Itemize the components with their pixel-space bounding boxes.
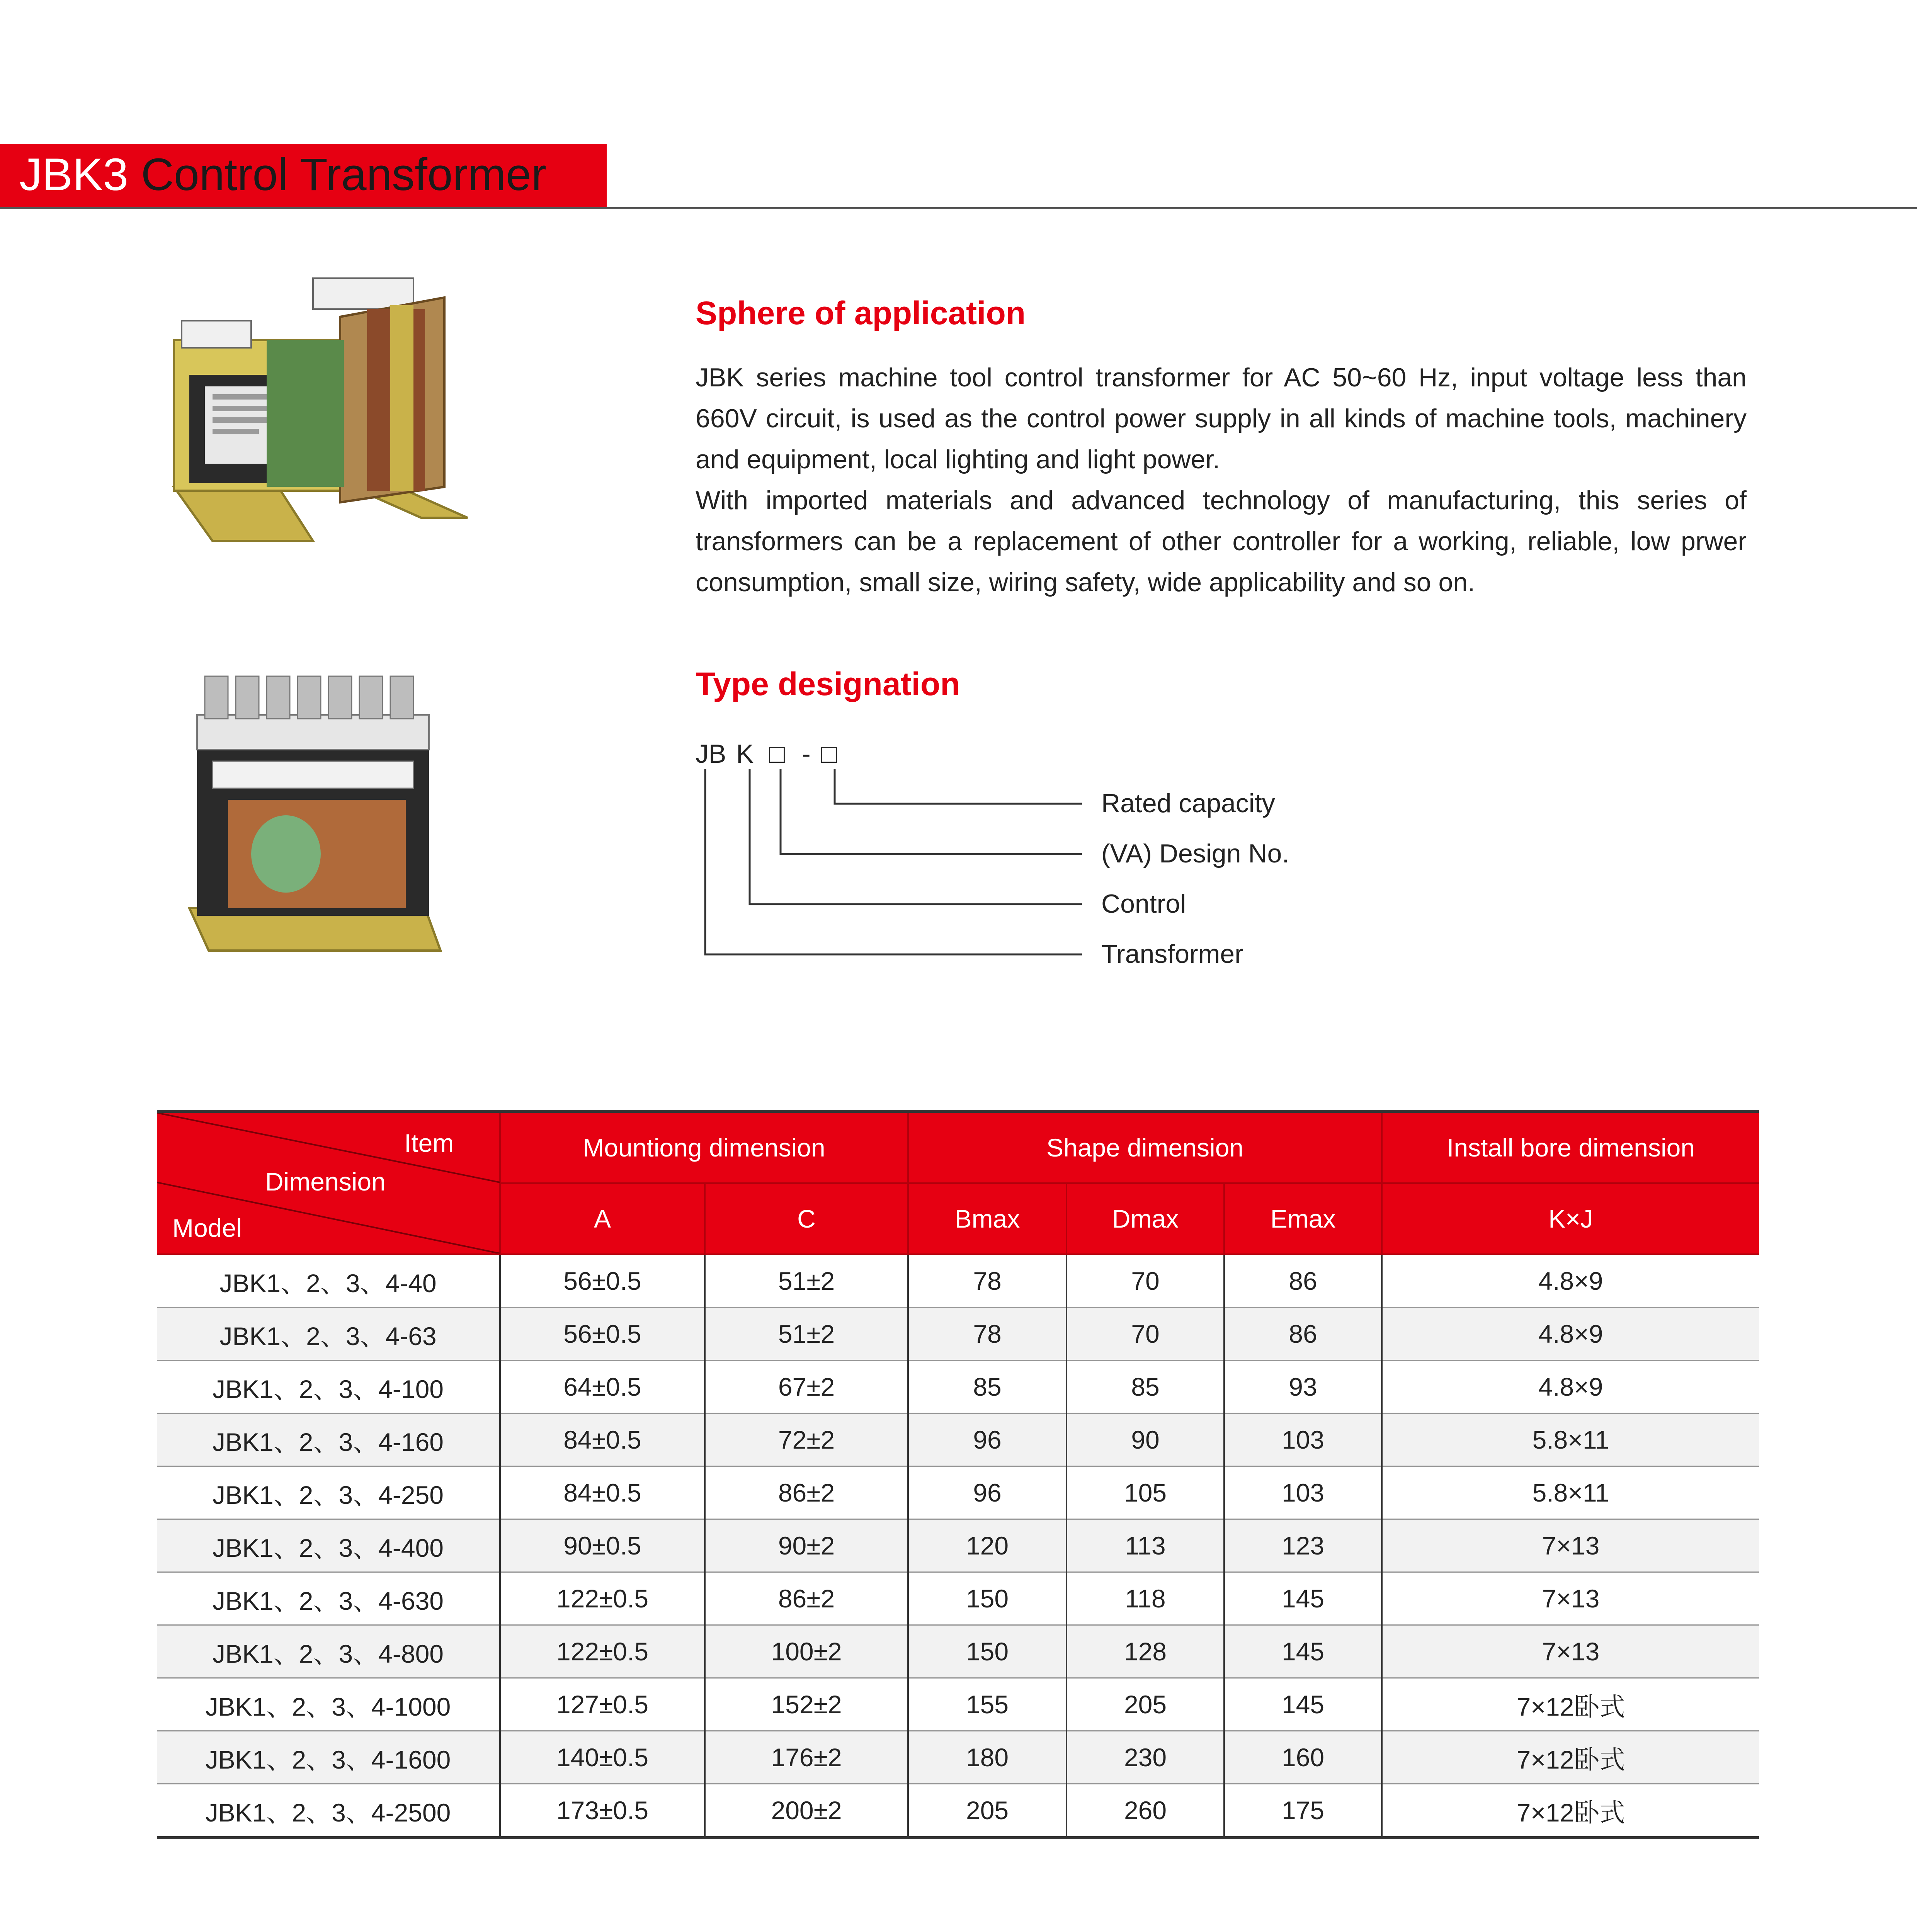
cell-a: 122±0.5 <box>500 1625 705 1678</box>
code-dash: - <box>802 739 811 769</box>
cell-kj: 7×13 <box>1382 1625 1759 1678</box>
table-row <box>157 1731 1759 1784</box>
table-row <box>157 1413 1759 1466</box>
cell-emax: 86 <box>1224 1254 1382 1308</box>
cell-a: 140±0.5 <box>500 1731 705 1784</box>
cell-emax: 86 <box>1224 1308 1382 1361</box>
cell-kj: 5.8×11 <box>1382 1466 1759 1519</box>
cell-dmax: 118 <box>1067 1572 1224 1625</box>
cell-dmax: 70 <box>1067 1308 1224 1361</box>
cell-a: 84±0.5 <box>500 1466 705 1519</box>
cell-a: 122±0.5 <box>500 1572 705 1625</box>
cell-dmax: 85 <box>1067 1361 1224 1413</box>
cell-c: 90±2 <box>705 1519 908 1572</box>
table-row <box>157 1361 1759 1413</box>
header-shape-dimension: Shape dimension <box>908 1113 1382 1183</box>
designation-leader-lines <box>692 769 1090 970</box>
cell-kj: 7×12卧式 <box>1382 1731 1759 1784</box>
cell-bmax: 78 <box>908 1254 1067 1308</box>
code-k: K <box>736 739 754 769</box>
cell-kj: 7×12卧式 <box>1382 1784 1759 1838</box>
table-corner-header <box>157 1113 500 1254</box>
title-rest: Control Transformer <box>128 149 547 200</box>
designation-label-control: Control <box>1101 889 1186 918</box>
cell-model: JBK1、2、3、4-160 <box>157 1413 500 1466</box>
table-row <box>157 1572 1759 1625</box>
table-row <box>157 1254 1759 1308</box>
cell-dmax: 260 <box>1067 1784 1224 1838</box>
cell-kj: 4.8×9 <box>1382 1254 1759 1308</box>
cell-a: 90±0.5 <box>500 1519 705 1572</box>
cell-a: 127±0.5 <box>500 1678 705 1731</box>
cell-a: 56±0.5 <box>500 1308 705 1361</box>
cell-dmax: 205 <box>1067 1678 1224 1731</box>
table-row <box>157 1678 1759 1731</box>
cell-emax: 145 <box>1224 1625 1382 1678</box>
cell-model: JBK1、2、3、4-2500 <box>157 1784 500 1838</box>
cell-bmax: 85 <box>908 1361 1067 1413</box>
product-photo-1 <box>151 270 491 564</box>
cell-dmax: 90 <box>1067 1413 1224 1466</box>
designation-heading: Type designation <box>696 666 960 702</box>
table-top-rule <box>157 1110 1759 1113</box>
cell-model: JBK1、2、3、4-100 <box>157 1361 500 1413</box>
cell-c: 51±2 <box>705 1254 908 1308</box>
cell-model: JBK1、2、3、4-630 <box>157 1572 500 1625</box>
cell-kj: 5.8×11 <box>1382 1413 1759 1466</box>
cell-model: JBK1、2、3、4-1600 <box>157 1731 500 1784</box>
corner-item-label: Item <box>404 1129 454 1157</box>
cell-model: JBK1、2、3、4-250 <box>157 1466 500 1519</box>
designation-label-rated-capacity: Rated capacity <box>1101 789 1275 818</box>
cell-dmax: 230 <box>1067 1731 1224 1784</box>
cell-a: 173±0.5 <box>500 1784 705 1838</box>
cell-model: JBK1、2、3、4-800 <box>157 1625 500 1678</box>
cell-bmax: 120 <box>908 1519 1067 1572</box>
cell-c: 67±2 <box>705 1361 908 1413</box>
code-jb: JB <box>696 739 726 769</box>
corner-dimension-label: Dimension <box>265 1167 386 1196</box>
header-install-bore: Install bore dimension <box>1382 1113 1759 1183</box>
cell-a: 84±0.5 <box>500 1413 705 1466</box>
cell-dmax: 70 <box>1067 1254 1224 1308</box>
cell-bmax: 205 <box>908 1784 1067 1838</box>
header-col-c: C <box>705 1183 908 1254</box>
header-col-a: A <box>500 1183 705 1254</box>
cell-model: JBK1、2、3、4-63 <box>157 1308 500 1361</box>
cell-c: 200±2 <box>705 1784 908 1838</box>
cell-bmax: 150 <box>908 1625 1067 1678</box>
header-mounting-dimension: Mountiong dimension <box>500 1113 908 1183</box>
cell-c: 51±2 <box>705 1308 908 1361</box>
cell-kj: 7×13 <box>1382 1572 1759 1625</box>
cell-kj: 4.8×9 <box>1382 1308 1759 1361</box>
cell-model: JBK1、2、3、4-1000 <box>157 1678 500 1731</box>
cell-a: 64±0.5 <box>500 1361 705 1413</box>
cell-emax: 123 <box>1224 1519 1382 1572</box>
header-col-emax: Emax <box>1224 1183 1382 1254</box>
cell-c: 86±2 <box>705 1466 908 1519</box>
code-box-2: □ <box>821 739 837 769</box>
table-row <box>157 1519 1759 1572</box>
cell-a: 56±0.5 <box>500 1254 705 1308</box>
application-paragraph-2: With imported materials and advanced technology of manufacturing, this series of transformers can be a replacement of other controller for a working, reliable, low prwer consumption, small size, wiring safety, wide applicability and so on. <box>696 486 1747 597</box>
designation-label-transformer: Transformer <box>1101 939 1243 969</box>
cell-c: 72±2 <box>705 1413 908 1466</box>
cell-bmax: 150 <box>908 1572 1067 1625</box>
page-title <box>19 148 546 202</box>
cell-dmax: 113 <box>1067 1519 1224 1572</box>
product-photo-2 <box>174 661 452 958</box>
header-col-bmax: Bmax <box>908 1183 1067 1254</box>
cell-emax: 93 <box>1224 1361 1382 1413</box>
cell-emax: 103 <box>1224 1413 1382 1466</box>
cell-emax: 145 <box>1224 1678 1382 1731</box>
corner-model-label: Model <box>172 1214 242 1242</box>
cell-emax: 103 <box>1224 1466 1382 1519</box>
title-prefix: JBK3 <box>19 149 129 200</box>
cell-kj: 7×12卧式 <box>1382 1678 1759 1731</box>
title-divider <box>0 207 1917 209</box>
table-row <box>157 1625 1759 1678</box>
cell-c: 100±2 <box>705 1625 908 1678</box>
cell-model: JBK1、2、3、4-400 <box>157 1519 500 1572</box>
spec-table <box>157 1113 1759 1839</box>
designation-label-design-no: (VA) Design No. <box>1101 839 1289 868</box>
cell-dmax: 105 <box>1067 1466 1224 1519</box>
cell-bmax: 96 <box>908 1466 1067 1519</box>
cell-emax: 160 <box>1224 1731 1382 1784</box>
cell-bmax: 96 <box>908 1413 1067 1466</box>
cell-kj: 4.8×9 <box>1382 1361 1759 1413</box>
table-row <box>157 1308 1759 1361</box>
header-col-dmax: Dmax <box>1067 1183 1224 1254</box>
cell-dmax: 128 <box>1067 1625 1224 1678</box>
cell-c: 176±2 <box>705 1731 908 1784</box>
cell-emax: 145 <box>1224 1572 1382 1625</box>
table-row <box>157 1466 1759 1519</box>
cell-kj: 7×13 <box>1382 1519 1759 1572</box>
cell-bmax: 180 <box>908 1731 1067 1784</box>
code-box-1: □ <box>769 739 785 769</box>
cell-model: JBK1、2、3、4-40 <box>157 1254 500 1308</box>
cell-c: 152±2 <box>705 1678 908 1731</box>
cell-c: 86±2 <box>705 1572 908 1625</box>
application-heading: Sphere of application <box>696 295 1026 331</box>
table-row <box>157 1784 1759 1838</box>
cell-emax: 175 <box>1224 1784 1382 1838</box>
cell-bmax: 78 <box>908 1308 1067 1361</box>
application-paragraph-1: JBK series machine tool control transformer for AC 50~60 Hz, input voltage less than 660V circuit, is used as the control power supply in all kinds of machine tools, machinery and equipment, local lighting and light power. <box>696 363 1747 474</box>
cell-bmax: 155 <box>908 1678 1067 1731</box>
header-col-kj: K×J <box>1382 1183 1759 1254</box>
